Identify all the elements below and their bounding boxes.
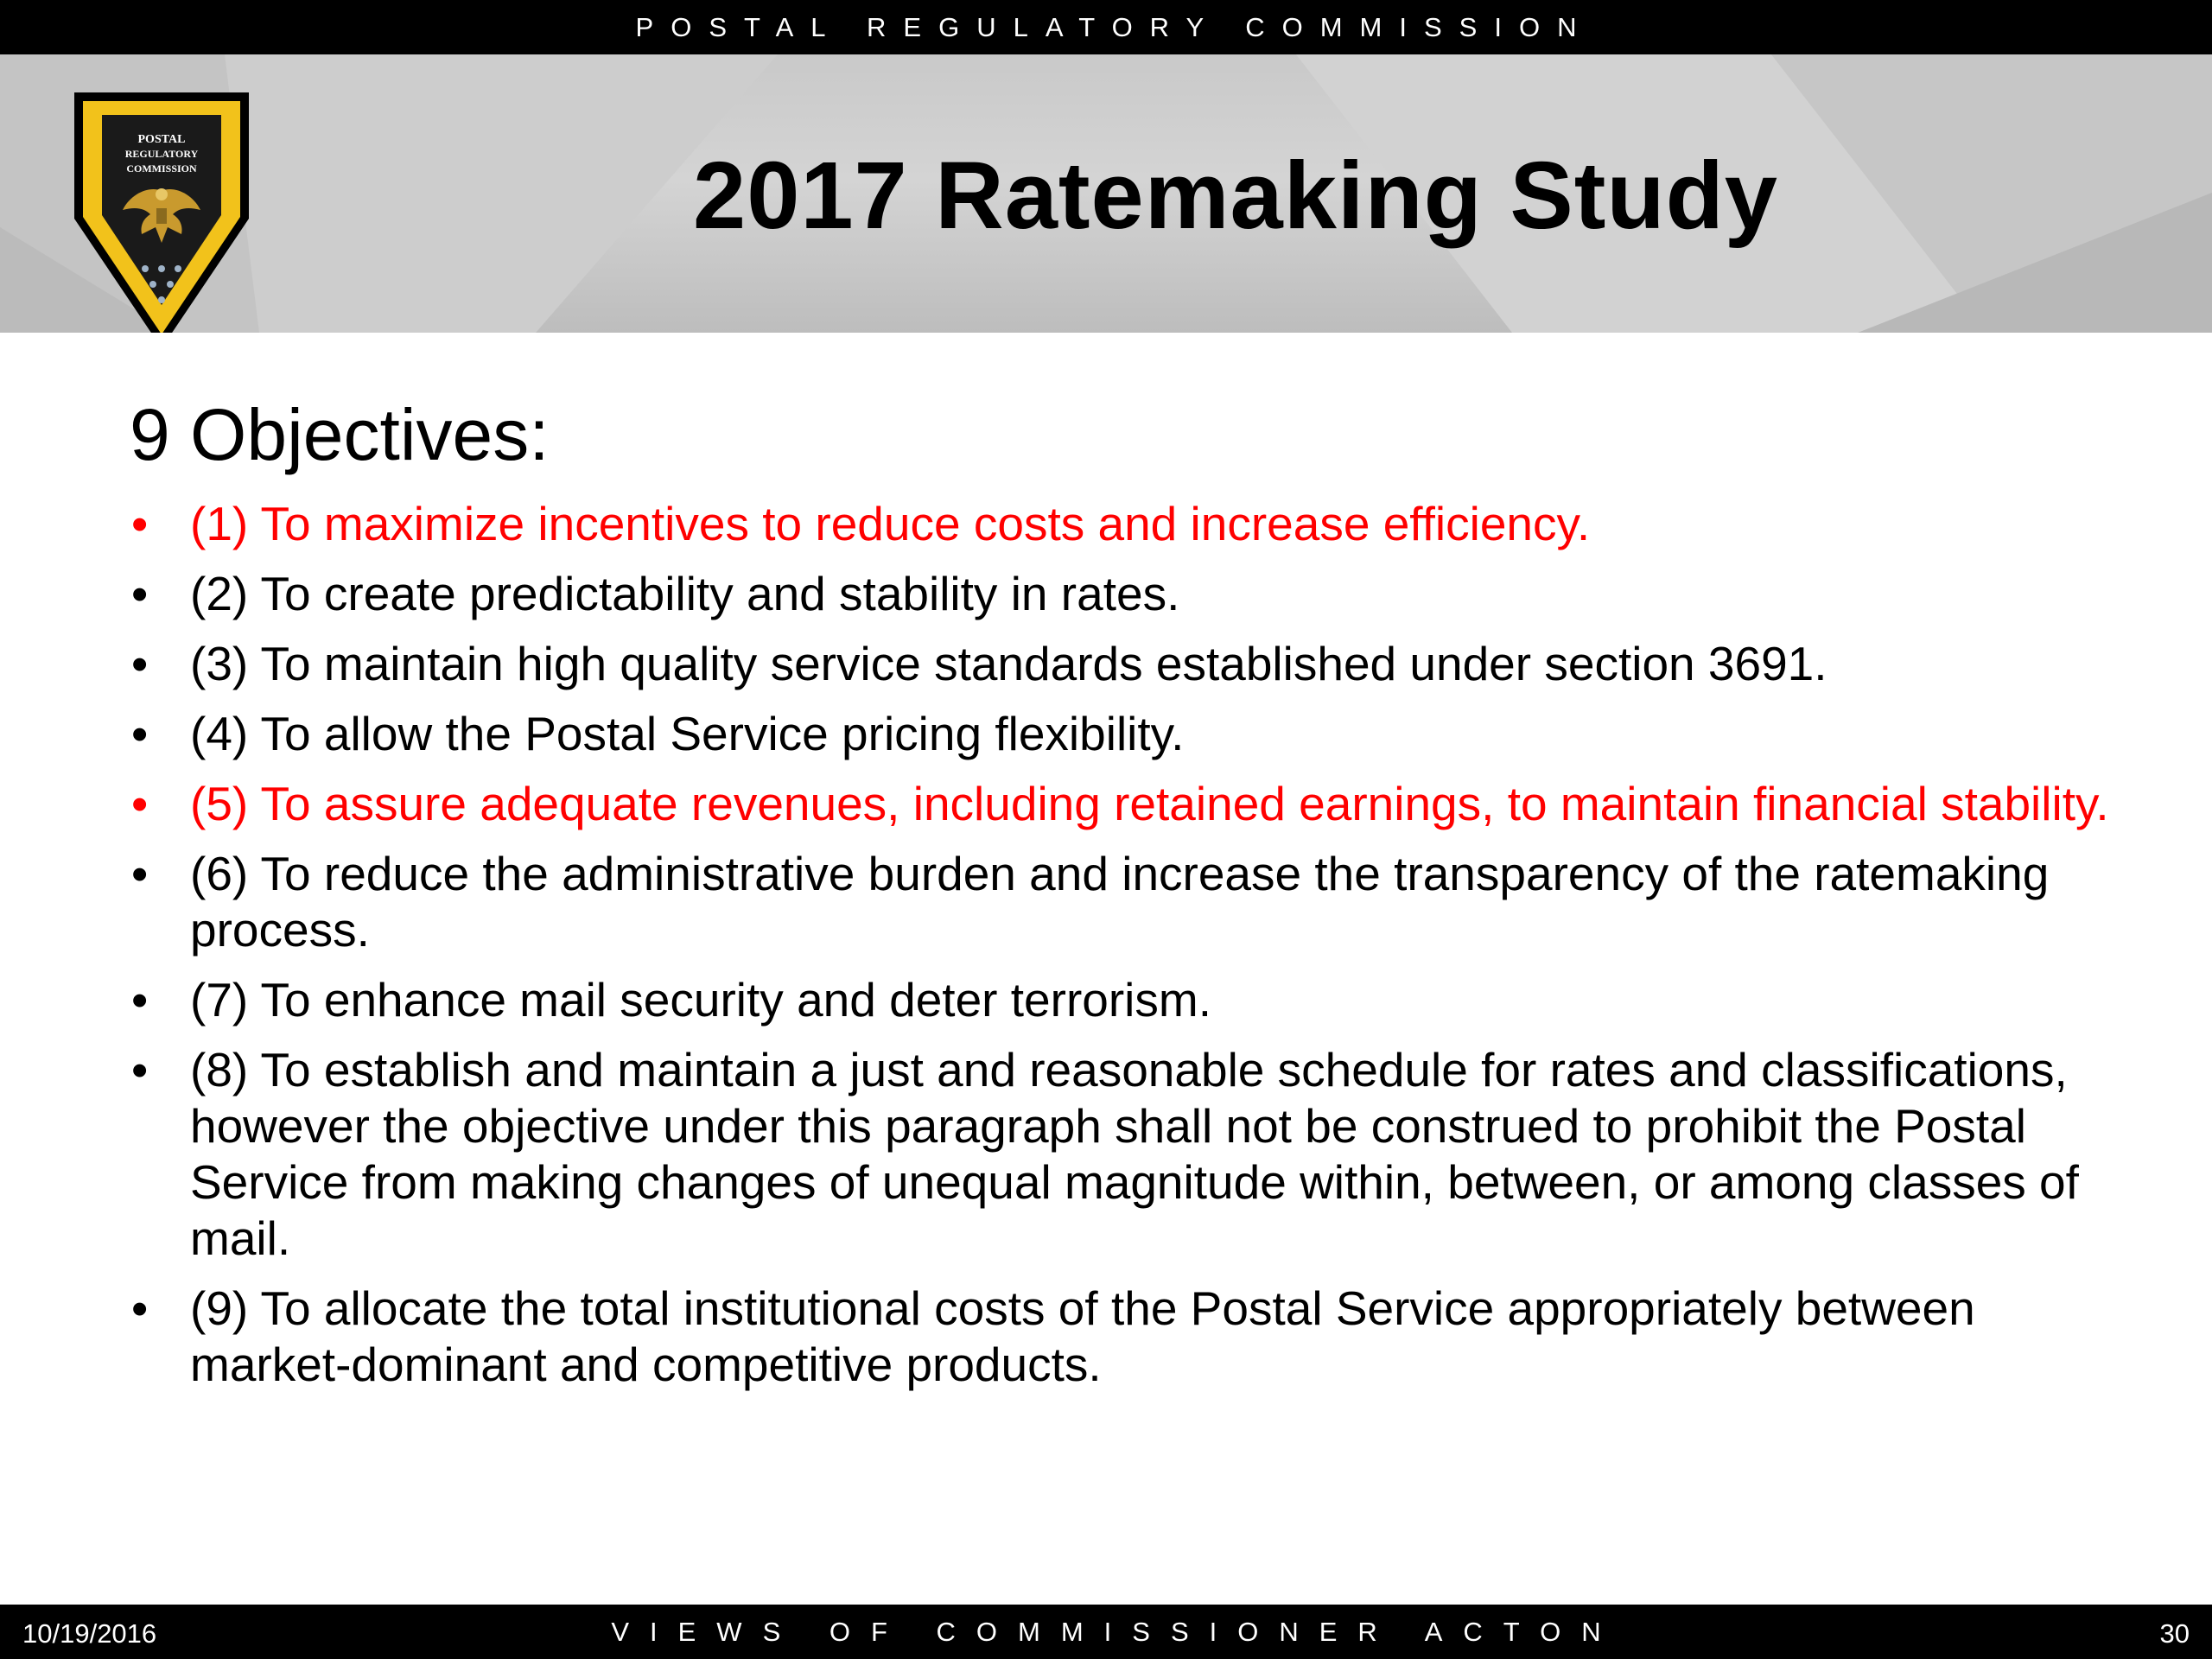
objective-item: [130, 636, 2117, 692]
eagle-shield-icon: [71, 89, 252, 333]
slide-title: 2017 Ratemaking Study: [693, 143, 1778, 249]
bullet-icon: •: [131, 1043, 149, 1096]
objective-item: [130, 972, 2117, 1028]
bullet-icon: •: [131, 1281, 149, 1335]
objective-text: (9) To allocate the total institutional costs of the Postal Service appropriately between market-dominant and competitive products.: [190, 1281, 1975, 1391]
logo-text-line1: POSTAL: [137, 133, 186, 146]
header-band: [0, 54, 2212, 333]
objective-item: [130, 1281, 2117, 1393]
page-number: 30: [2159, 1618, 2190, 1649]
bullet-icon: •: [131, 707, 149, 760]
objective-text: (8) To establish and maintain a just and reasonable schedule for rates and classifications, however the objective under this paragraph shall not be construed to prohibit the Postal Service from making changes of unequal magnitude within, between, or among classes of mail.: [190, 1043, 2079, 1265]
objective-item: [130, 846, 2117, 958]
objectives-list: [130, 496, 2117, 1393]
objective-item: [130, 776, 2117, 832]
bullet-icon: •: [131, 497, 149, 550]
objective-text: (5) To assure adequate revenues, including retained earnings, to maintain financial stability.: [190, 777, 2109, 830]
objective-text: (4) To allow the Postal Service pricing flexibility.: [190, 707, 1185, 760]
objective-text: (1) To maximize incentives to reduce costs and increase efficiency.: [190, 497, 1591, 550]
objective-text: (6) To reduce the administrative burden and increase the transparency of the ratemaking process.: [190, 847, 2050, 957]
footer-bar: [0, 1605, 2212, 1659]
organization-banner-text: POSTAL REGULATORY COMMISSION: [635, 11, 1594, 42]
top-banner: [0, 0, 2212, 54]
objective-text: (2) To create predictability and stability in rates.: [190, 567, 1180, 620]
objective-item: [130, 706, 2117, 762]
objectives-heading: 9 Objectives:: [130, 394, 550, 475]
slide-content: [130, 389, 2117, 1407]
bullet-icon: •: [131, 973, 149, 1027]
footer-date: 10/19/2016: [22, 1618, 157, 1649]
footer-subtitle: VIEWS OF COMMISSIONER ACTON: [611, 1617, 1622, 1647]
objective-item: [130, 1042, 2117, 1267]
objective-item: [130, 566, 2117, 622]
objective-item: [130, 496, 2117, 552]
objective-text: (3) To maintain high quality service standards established under section 3691.: [190, 637, 1827, 690]
commission-logo: [71, 89, 252, 333]
bullet-icon: •: [131, 637, 149, 690]
logo-text-line3: COMMISSION: [126, 162, 197, 175]
logo-text-line2: REGULATORY: [124, 148, 199, 160]
bullet-icon: •: [131, 777, 149, 830]
bullet-icon: •: [131, 847, 149, 900]
objective-text: (7) To enhance mail security and deter terrorism.: [190, 973, 1211, 1027]
bullet-icon: •: [131, 567, 149, 620]
